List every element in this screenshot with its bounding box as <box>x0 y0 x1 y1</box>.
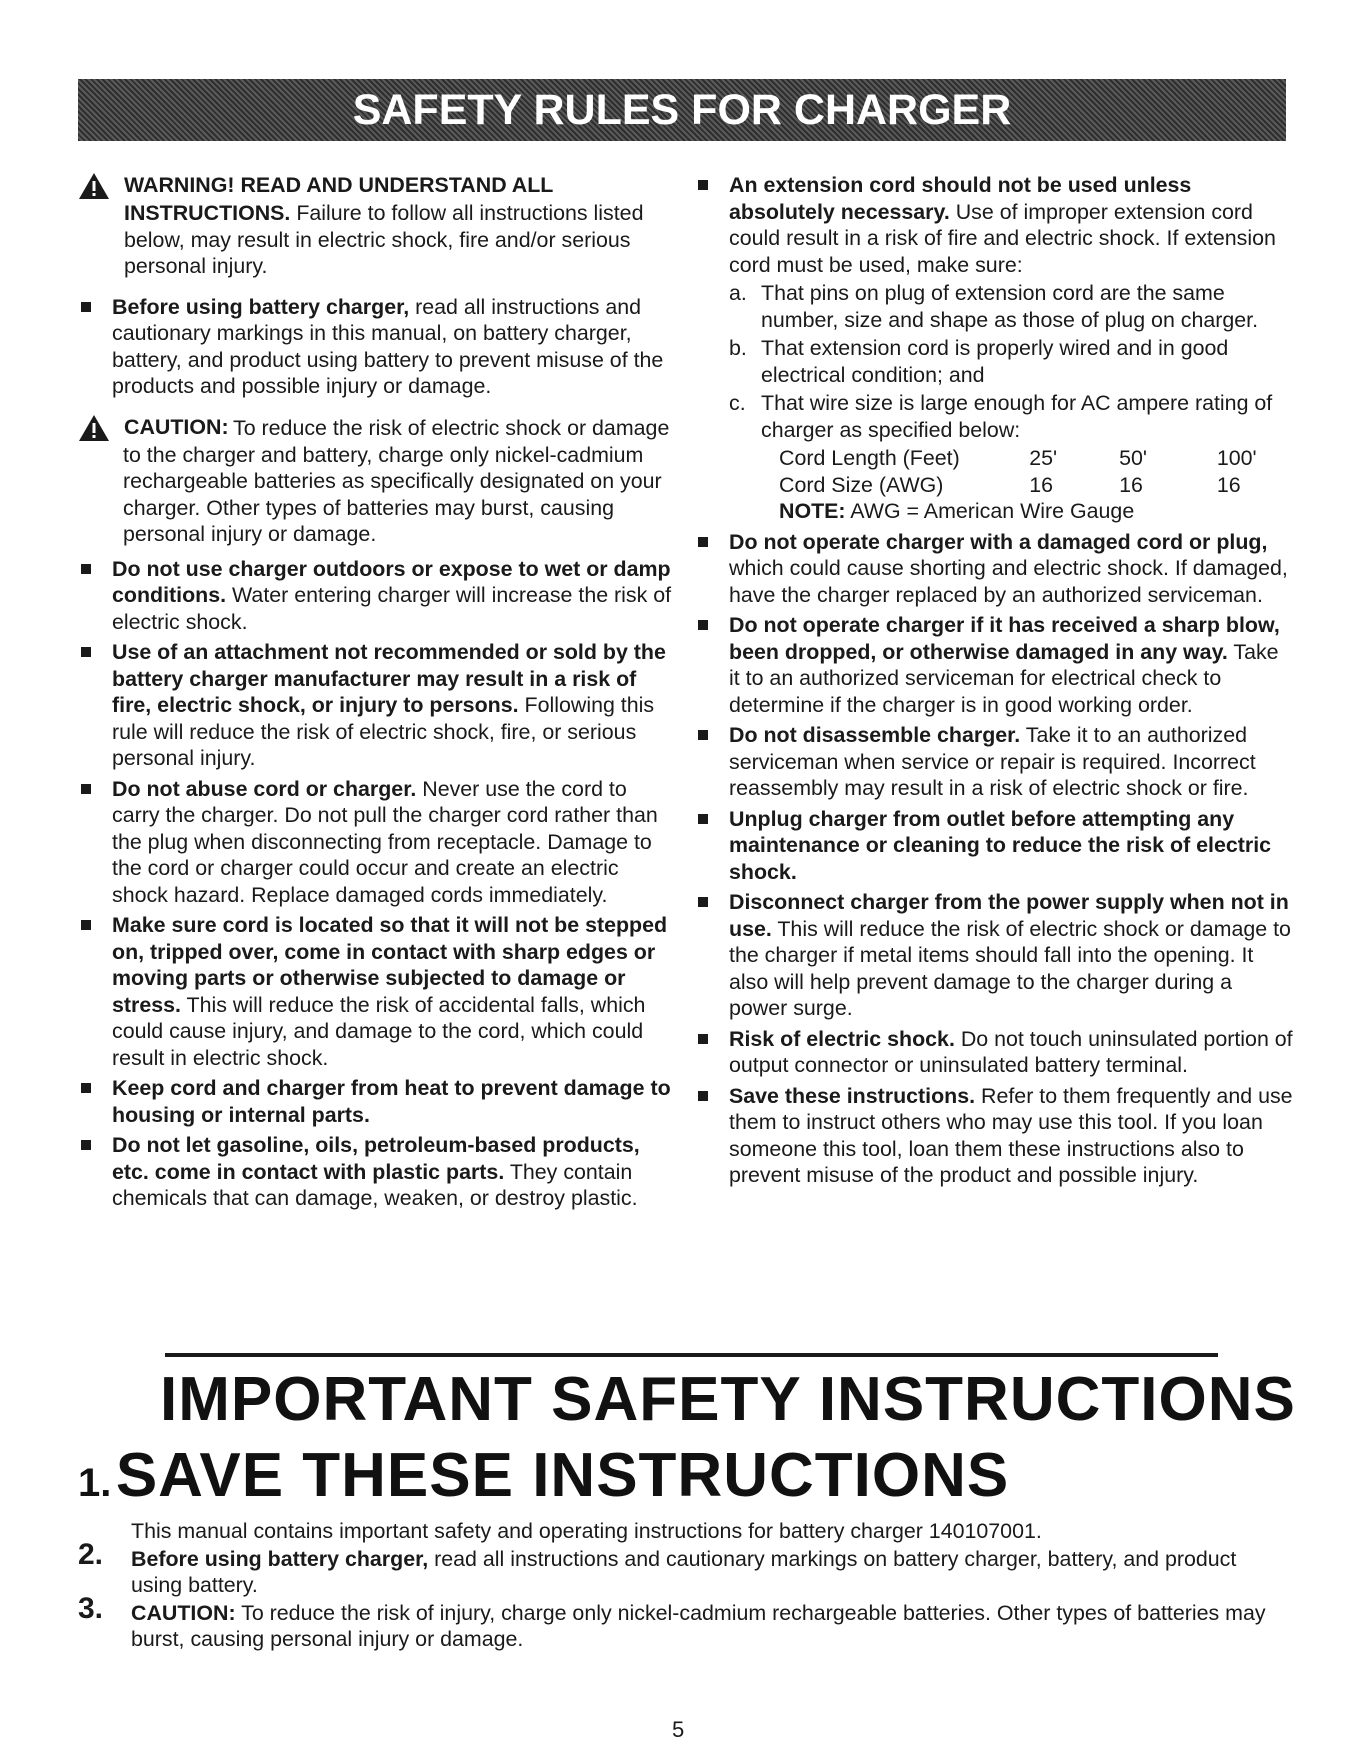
cord-table <box>729 445 1295 525</box>
warning-block <box>78 172 678 280</box>
warning-bold: INSTRUCTIONS. <box>124 201 291 225</box>
item-number: 2. <box>78 1538 104 1571</box>
right-column <box>695 172 1295 1193</box>
table-cell: 100' <box>1216 446 1257 470</box>
caution-block <box>78 414 678 548</box>
list-item <box>78 1075 678 1128</box>
bullet-square <box>698 180 708 190</box>
item-bold: An extension cord should not be used unless absolutely necessary. <box>729 173 1192 224</box>
caution-triangle-icon <box>78 414 110 442</box>
item-bold: Risk of electric shock. <box>729 1026 955 1051</box>
caution-bold: CAUTION: <box>124 414 229 439</box>
list-item <box>78 556 678 636</box>
item-text: To reduce the risk of injury, charge only nickel-cadmium rechargeable batteries. Other types of batteries may burst, causing personal injury or damage. <box>131 1601 1266 1651</box>
bullet-square <box>698 730 708 740</box>
item-bold: Make sure cord is located so that it will not be stepped on, tripped over, come in contact with sharp edges or moving parts or otherwise subjected to damage or stress. <box>112 913 668 1017</box>
section-banner <box>78 79 1286 141</box>
list-item <box>78 639 678 772</box>
item-bold: Before using battery charger, <box>131 1547 429 1571</box>
save-heading <box>78 1440 1009 1511</box>
item-text: Take it to an authorized serviceman for electrical check to determine if the charger is in good working order. <box>729 639 1279 717</box>
bullet-square <box>81 302 91 312</box>
bullet-square <box>698 897 708 907</box>
left-column <box>78 172 678 1216</box>
list-item <box>78 776 678 909</box>
table-row <box>779 472 1295 499</box>
before-using-item <box>78 294 678 400</box>
list-item <box>695 612 1295 718</box>
list-item <box>78 1132 678 1212</box>
sub-letter: c. <box>729 391 746 415</box>
table-cell: Cord Size (AWG) <box>779 472 944 497</box>
divider-rule <box>165 1353 1218 1357</box>
sub-text: That wire size is large enough for AC ampere rating of charger as specified below: <box>761 391 1273 442</box>
warning-triangle-icon <box>78 172 110 200</box>
table-cell: 16 <box>1119 472 1143 497</box>
item-text: They contain chemicals that can damage, weaken, or destroy plastic. <box>112 1159 638 1210</box>
item-bold: Unplug charger from outlet before attempting any maintenance or cleaning to reduce the risk of electric shock. <box>729 806 1272 884</box>
item-text: read all instructions and cautionary markings on battery charger, battery, and product using battery. <box>131 1547 1237 1597</box>
save-heading-text: SAVE THESE INSTRUCTIONS <box>115 1441 1010 1510</box>
table-cell: Cord Length (Feet) <box>779 446 960 470</box>
item-text: Water entering charger will increase the risk of electric shock. <box>112 583 672 634</box>
banner-title: SAFETY RULES FOR CHARGER <box>352 85 1012 134</box>
item-bold: Disconnect charger from the power supply when not in use. <box>729 890 1289 941</box>
numbered-item <box>78 1592 1288 1652</box>
sub-letter: a. <box>729 281 747 305</box>
page-number: 5 <box>672 1717 685 1742</box>
warning-heading: WARNING! READ AND UNDERSTAND ALL <box>124 173 554 197</box>
bullet-square <box>698 814 708 824</box>
item-bold: Do not operate charger if it has received a sharp blow, been dropped, or otherwise damaged in any way. <box>729 613 1280 664</box>
sub-item-b <box>729 335 1295 388</box>
item-text: Refer to them frequently and use them to instruct others who may use this tool. If you loan someone this tool, loan them these instructions also to prevent misuse of the product and possible injury. <box>729 1083 1293 1187</box>
bullet-square <box>698 1091 708 1101</box>
note-bold: NOTE: <box>779 499 846 523</box>
table-row <box>779 445 1295 472</box>
sub-item-a <box>729 280 1295 333</box>
sub-text: That extension cord is properly wired and in good electrical condition; and <box>761 336 1229 387</box>
save-heading-number: 1. <box>78 1461 112 1505</box>
item-text: This will reduce the risk of accidental falls, which could cause injury, and damage to the cord, which could result in electric shock. <box>112 992 646 1070</box>
bullet-square <box>698 537 708 547</box>
table-cell: 16 <box>1216 472 1241 497</box>
table-cell: 16 <box>1029 472 1053 497</box>
sub-letter: b. <box>729 336 747 360</box>
numbered-item <box>78 1518 1288 1544</box>
item-text: This will reduce the risk of electric shock or damage to the charger if metal items should fall into the opening. It also will help prevent damage to the charger during a power surge. <box>729 916 1291 1020</box>
table-note <box>779 498 1295 525</box>
item-text: Never use the cord to carry the charger. Do not pull the charger cord rather than the plug when disconnecting from receptacle. Damage to the cord or charger could occur and create an electric shock hazard. Replace damaged cords immediately. <box>112 776 658 907</box>
list-item <box>695 1083 1295 1189</box>
item-number: 3. <box>78 1592 104 1625</box>
important-heading: IMPORTANT SAFETY INSTRUCTIONS <box>160 1365 1296 1434</box>
bullet-square <box>81 1140 91 1150</box>
item-bold: Do not disassemble charger. <box>729 723 1021 747</box>
item-bold: Do not let gasoline, oils, petroleum-based products, etc. come in contact with plastic parts. <box>112 1133 640 1184</box>
item-bold: Before using battery charger, <box>112 294 410 319</box>
list-item <box>695 529 1295 609</box>
note-text: AWG = American Wire Gauge <box>845 499 1135 523</box>
item-text: read all instructions and cautionary markings in this manual, on battery charger, battery, and product using battery to prevent misuse of the products and possible injury or damage. <box>112 294 664 398</box>
item-bold: Save these instructions. <box>729 1083 976 1108</box>
important-list <box>78 1518 1288 1654</box>
bullet-square <box>81 564 91 574</box>
item-text: Do not touch uninsulated portion of output connector or uninsulated battery terminal. <box>729 1026 1293 1077</box>
bullet-square <box>81 647 91 657</box>
table-cell: 25' <box>1029 446 1058 470</box>
item-bold: Use of an attachment not recommended or sold by the battery charger manufacturer may result in a risk of fire, electric shock, or injury to persons. <box>112 640 666 717</box>
numbered-item <box>78 1538 1288 1598</box>
list-item <box>695 889 1295 1022</box>
warning-text: Failure to follow all instructions listed below, may result in electric shock, fire and/or serious personal injury. <box>124 201 644 278</box>
item-text: Use of improper extension cord could result in a risk of fire and electric shock. If extension cord must be used, make sure: <box>729 199 1276 277</box>
bullet-square <box>81 920 91 930</box>
item-text: This manual contains important safety and operating instructions for battery charger 140107001. <box>131 1519 1042 1543</box>
caution-text: To reduce the risk of electric shock or damage to the charger and battery, charge only nickel-cadmium rechargeable batteries as specifically designated on your charger. Other types of batteries may burst, causing personal injury or damage. <box>123 416 670 546</box>
sub-text: That pins on plug of extension cord are the same number, size and shape as those of plug on charger. <box>761 281 1259 332</box>
bullet-square <box>81 1083 91 1093</box>
item-bold: CAUTION: <box>131 1601 236 1625</box>
list-item <box>695 722 1295 802</box>
bullet-square <box>698 1034 708 1044</box>
item-bold: Do not use charger outdoors or expose to wet or damp conditions. <box>112 556 671 607</box>
list-item <box>695 806 1295 886</box>
table-cell: 50' <box>1119 446 1147 470</box>
item-text: Following this rule will reduce the risk of electric shock, fire, or serious personal injury. <box>112 693 655 770</box>
item-text: which could cause shorting and electric shock. If damaged, have the charger replaced by an authorized serviceman. <box>729 556 1288 607</box>
item-bold: Keep cord and charger from heat to prevent damage to housing or internal parts. <box>112 1076 671 1127</box>
item-text: Take it to an authorized serviceman when service or repair is required. Incorrect reassembly may result in a risk of electric shock or fire. <box>729 723 1256 800</box>
extension-cord-item <box>695 172 1295 525</box>
item-bold: Do not abuse cord or charger. <box>112 776 417 801</box>
list-item <box>78 912 678 1071</box>
list-item <box>695 1026 1295 1079</box>
bullet-square <box>698 620 708 630</box>
sub-item-c <box>729 390 1295 443</box>
item-bold: Do not operate charger with a damaged cord or plug, <box>729 529 1268 554</box>
bullet-square <box>81 784 91 794</box>
